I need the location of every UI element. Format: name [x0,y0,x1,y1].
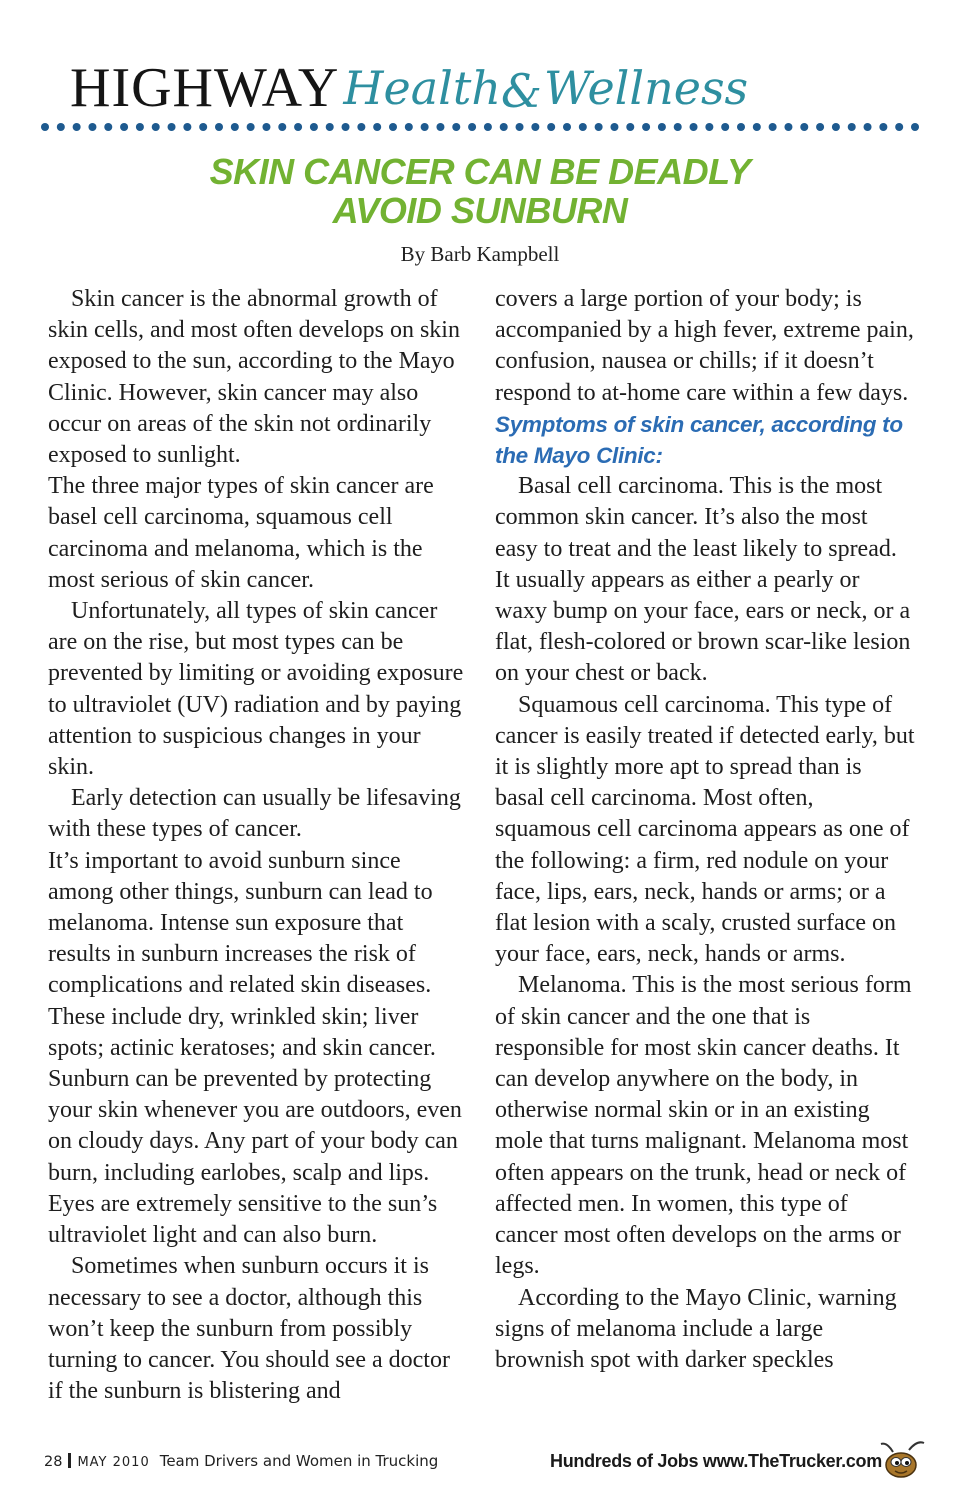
divider-dot [168,123,176,131]
left-paragraph: Unfortunately, all types of skin cancer are on the rise, but most types can be prevented by limiting or avoiding exposure to ultraviolet (UV) radiation and by paying attention to suspicious changes in your skin. [48,598,464,781]
right-paragraph: Melanoma. This is the most serious form of skin cancer and the one that is responsible for most skin cancer deaths. It can develop anywhere on the body, in otherwise normal skin or in an existing mole that turns malignant. Melanoma most often appears on the trunk, head or neck of affected men. In women, this type of cancer most often develops on the arms or legs. [495,972,912,1280]
divider-dot [405,123,413,131]
divider-dot [864,123,872,131]
symptoms-subhead: Symptoms of skin cancer, according to the Mayo Clinic: [495,411,903,469]
divider-dot [705,123,713,131]
divider-dot [73,123,81,131]
masthead [70,58,748,118]
divider-dot [816,123,824,131]
divider-dot [136,123,144,131]
divider-dot [737,123,745,131]
right-paragraph: Squamous cell carcinoma. This type of cancer is easily treated if detected early, but it is slightly more apt to spread than is basal cell carcinoma. Most often, squamous cell carcinoma appears as one of the following: a firm, red nodule on your face, lips, ears, neck, hands or arms; or a flat lesion with a scaly, crusted surface on your face, ears, neck, hands or arms. [495,691,915,968]
byline: By Barb Kampbell [400,242,560,266]
left-column [48,284,468,1407]
bug-mascot-icon [879,1440,925,1480]
left-paragraph: It’s important to avoid sunburn since among other things, sunburn can lead to melanoma. Intense sun exposure that results in sunburn increases the risk of complications and related skin diseases. These include dry, wrinkled skin; liver spots; actinic keratoses; and skin cancer. [48,847,436,1061]
divider-dot [911,123,919,131]
divider-dot [563,123,571,131]
divider-dot [278,123,286,131]
divider-dot [357,123,365,131]
divider-dot [610,123,618,131]
left-paragraph: Skin cancer is the abnormal growth of skin cells, and most often develops on skin exposed to the sun, according to the Mayo Clinic. However, skin cancer may also occur on areas of the skin not ordinarily exposed to sunlight. [48,286,460,469]
divider-dot [326,123,334,131]
divider-dot [41,123,49,131]
divider-dot [452,123,460,131]
divider-dot [690,123,698,131]
left-paragraph: The three major types of skin cancer are basel cell carcinoma, squamous cell carcinoma and melanoma, which is the most serious of skin cancer. [48,473,434,593]
divider-dot [579,123,587,131]
footer-promo[interactable]: Hundreds of Jobs www.TheTrucker.com [550,1451,882,1471]
divider-dot [215,123,223,131]
divider-dot [342,123,350,131]
masthead-wellness: Wellness [543,61,749,115]
divider-dot [895,123,903,131]
divider-dot [421,123,429,131]
divider-dot [484,123,492,131]
headline-line-1: SKIN CANCER CAN BE DEADLY [209,151,751,192]
divider-dot [389,123,397,131]
divider-dot [57,123,65,131]
left-paragraph: Sometimes when sunburn occurs it is necessary to see a doctor, although this won’t keep the sunburn from possibly turning to cancer. You should see a doctor if the sunburn is blistering and [48,1253,450,1405]
divider-dot [879,123,887,131]
divider-dot [294,123,302,131]
divider-dot [104,123,112,131]
left-paragraph: Sunburn can be prevented by protecting your skin whenever you are outdoors, even on cloudy days. Any part of your body can burn, including earlobes, scalp and lips. Eyes are extremely sensitive to the sun’s ultraviolet light and can also burn. [48,1066,462,1249]
divider-dot [152,123,160,131]
divider-dot [183,123,191,131]
divider-dot [658,123,666,131]
divider-dot [721,123,729,131]
divider-dot [595,123,603,131]
dotted-divider [38,120,922,134]
divider-dot [436,123,444,131]
divider-dot [800,123,808,131]
divider-dot [516,123,524,131]
divider-dot [642,123,650,131]
headline [0,152,960,230]
divider-dot [753,123,761,131]
divider-dot [674,123,682,131]
right-paragraph: According to the Mayo Clinic, warning signs of melanoma include a large brownish spot with darker speckles [495,1284,897,1373]
divider-dot [500,123,508,131]
divider-dot [848,123,856,131]
divider-dot [373,123,381,131]
issue-date: MAY 2010 [77,1455,150,1470]
masthead-health: Health [343,61,501,115]
divider-dot [468,123,476,131]
divider-dot [88,123,96,131]
right-lead-paragraph: covers a large portion of your body; is accompanied by a high fever, extreme pain, confusion, nausea or chills; if it doesn’t respond to at-home care within a few days. [495,286,914,406]
page-number: 28 [44,1454,63,1470]
divider-dot [547,123,555,131]
divider-dot [231,123,239,131]
footer-divider [68,1453,71,1468]
divider-dot [832,123,840,131]
masthead-highway: HIGHWAY [70,57,340,119]
divider-dot [199,123,207,131]
right-column [495,284,915,1376]
footer-left [44,1452,438,1470]
left-paragraph: Early detection can usually be lifesaving with these types of cancer. [48,785,461,843]
headline-line-2: AVOID SUNBURN [332,190,628,231]
masthead-ampersand: & [500,64,542,118]
divider-dot [310,123,318,131]
right-paragraphs [495,471,915,1376]
divider-dot [247,123,255,131]
divider-dot [769,123,777,131]
divider-dot [626,123,634,131]
divider-dot [784,123,792,131]
divider-dot [531,123,539,131]
divider-dot [262,123,270,131]
publication-name: Team Drivers and Women in Trucking [159,1452,439,1470]
divider-dot [120,123,128,131]
right-paragraph: Basal cell carcinoma. This is the most common skin cancer. It’s also the most easy to treat and the least likely to spread. It usually appears as either a pearly or waxy bump on your face, ears or neck, or a flat, flesh-colored or brown scar-like lesion on your chest or back. [495,473,911,687]
